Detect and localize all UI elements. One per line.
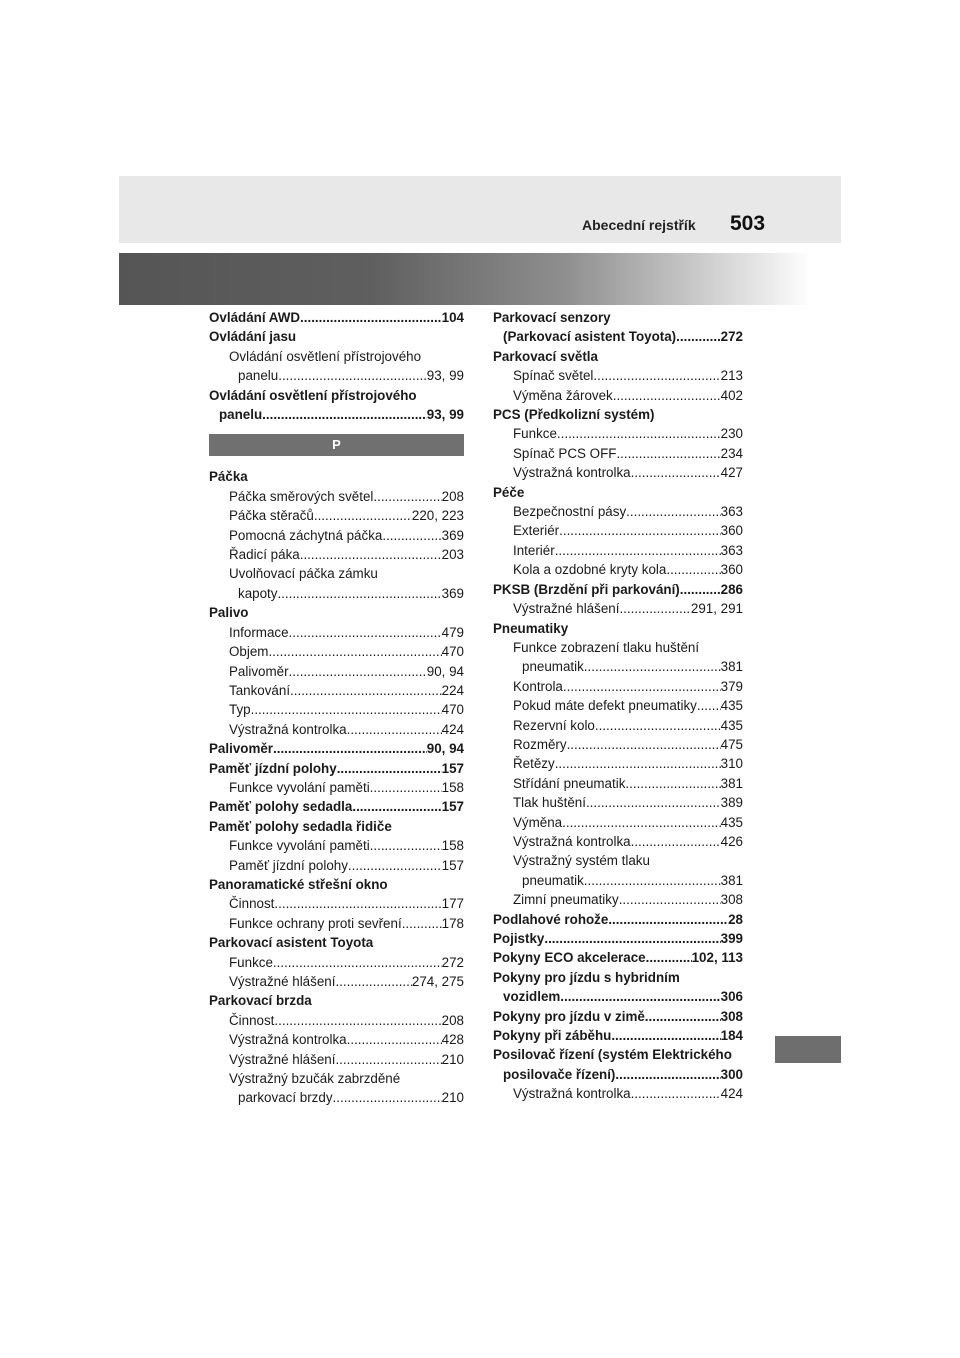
index-entry — [493, 968, 743, 987]
entry-term: Výměna žárovek — [513, 387, 613, 403]
dot-leader — [555, 754, 721, 773]
entry-term: Parkovací senzory — [493, 310, 611, 325]
entry-term: Palivoměr — [209, 741, 274, 757]
dot-leader — [352, 797, 441, 816]
dot-leader — [402, 914, 442, 933]
entry-term: Tlak huštění — [513, 795, 586, 811]
page-reference: 210 — [441, 1051, 464, 1067]
entry-term: Pojistky — [493, 931, 545, 946]
entry-term: kapoty — [238, 585, 278, 601]
index-entry — [493, 308, 743, 327]
index-entry — [209, 991, 464, 1010]
entry-term: Funkce ochrany proti sevření — [229, 915, 402, 931]
entry-term: Páčka stěračů — [229, 508, 314, 524]
index-entry — [209, 778, 464, 797]
entry-term: Informace — [229, 624, 289, 640]
dot-leader — [300, 545, 442, 564]
dot-leader — [631, 832, 721, 851]
index-entry — [209, 327, 464, 346]
page-reference: 435 — [720, 717, 743, 733]
dot-leader — [563, 677, 721, 696]
page-reference: 234 — [720, 445, 743, 461]
entry-term: Pokyny ECO akcelerace — [493, 950, 646, 966]
dot-leader — [274, 894, 441, 913]
dot-leader — [631, 463, 721, 482]
page-reference: 427 — [720, 465, 743, 481]
entry-term: Pomocná záchytná páčka — [229, 527, 383, 543]
page-reference: 177 — [441, 896, 464, 912]
page-reference: 210 — [441, 1090, 464, 1106]
index-entry — [493, 813, 743, 832]
decorative-gradient-band — [119, 253, 841, 305]
index-entry — [209, 875, 464, 894]
entry-term: Výstražné hlášení — [229, 1051, 336, 1067]
dot-leader — [277, 584, 441, 603]
entry-term: Funkce vyvolání paměti — [229, 779, 370, 795]
entry-term: Ovládání osvětlení přístrojového — [209, 387, 417, 403]
index-entry — [493, 521, 743, 540]
entry-term: Výstražná kontrolka — [513, 833, 631, 849]
dot-leader — [584, 871, 721, 890]
page-reference: 158 — [441, 838, 464, 854]
index-entry — [493, 1026, 743, 1045]
index-entry — [493, 910, 743, 929]
entry-term: Funkce — [229, 954, 273, 970]
page-reference: 479 — [441, 624, 464, 640]
dot-leader — [666, 560, 720, 579]
page-reference: 306 — [720, 989, 743, 1005]
page-reference: 399 — [720, 931, 743, 946]
entry-term: Rezervní kolo — [513, 717, 595, 733]
index-entry — [209, 662, 464, 681]
dot-leader — [631, 1084, 721, 1103]
dot-leader — [370, 836, 442, 855]
index-entry — [493, 716, 743, 735]
dot-leader — [278, 366, 427, 385]
dot-leader — [314, 506, 412, 525]
dot-leader — [544, 929, 720, 948]
page-reference: 157 — [441, 799, 464, 815]
entry-term: Podlahové rohože — [493, 911, 609, 927]
dot-leader — [593, 366, 720, 385]
page-reference: 224 — [441, 682, 464, 698]
dot-leader — [680, 580, 721, 599]
index-entry — [209, 817, 464, 836]
dot-leader — [595, 716, 721, 735]
entry-term: Interiér — [513, 542, 555, 558]
index-entry — [209, 797, 464, 816]
index-entry — [493, 463, 743, 482]
page-reference: 379 — [720, 678, 743, 694]
entry-term: pneumatik — [522, 659, 584, 675]
entry-term: Paměť jízdní polohy — [209, 760, 337, 776]
index-entry — [493, 541, 743, 560]
dot-leader — [619, 599, 690, 618]
index-entry — [493, 929, 743, 948]
index-entry — [209, 386, 464, 405]
entry-term: Ovládání AWD — [209, 310, 301, 325]
entry-term: (Parkovací asistent Toyota) — [503, 329, 677, 345]
index-entry — [493, 502, 743, 521]
index-entry — [209, 1050, 464, 1069]
page-reference: 272 — [720, 329, 743, 345]
dot-leader — [559, 521, 721, 540]
dot-leader — [335, 972, 411, 991]
entry-term: Páčka směrových světel — [229, 488, 374, 504]
dot-leader — [626, 502, 721, 521]
entry-term: Bezpečnostní pásy — [513, 504, 627, 520]
index-entry — [209, 894, 464, 913]
index-entry — [209, 506, 464, 525]
dot-leader — [697, 696, 721, 715]
entry-term: Střídání pneumatik — [513, 775, 626, 791]
entry-term: Funkce zobrazení tlaku huštění — [513, 639, 700, 655]
entry-term: Typ — [229, 702, 251, 718]
page-reference: 310 — [720, 756, 743, 772]
entry-term: Výstražné hlášení — [513, 601, 620, 617]
entry-term: Paměť polohy sedadla — [209, 799, 353, 815]
page-reference: 381 — [720, 872, 743, 888]
section-side-tab — [775, 1036, 841, 1063]
entry-term: Péče — [493, 484, 525, 500]
dot-leader — [382, 526, 441, 545]
entry-term: Řadicí páka — [229, 547, 300, 563]
dot-leader — [333, 1088, 442, 1107]
entry-term: Palivo — [209, 605, 249, 621]
page-reference: 428 — [441, 1032, 464, 1048]
entry-term: Výstražné hlášení — [229, 974, 336, 989]
page-reference: 272 — [441, 954, 464, 970]
index-entry — [209, 467, 464, 486]
page-reference: 286 — [720, 581, 743, 597]
entry-term: Zimní pneumatiky — [513, 892, 619, 908]
dot-leader — [289, 623, 442, 642]
index-entry — [209, 1011, 464, 1030]
entry-term: Pokyny pro jízdu s hybridním — [493, 969, 680, 985]
dot-leader — [268, 642, 441, 661]
index-entry — [209, 953, 464, 972]
entry-term: panelu — [219, 407, 263, 423]
entry-term: Panoramatické střešní okno — [209, 876, 388, 892]
entry-term: PCS (Předkolizní systém) — [493, 407, 655, 423]
dot-leader — [290, 681, 442, 700]
dot-leader — [608, 910, 728, 929]
entry-term: posilovače řízení) — [503, 1066, 616, 1082]
page-reference: 435 — [720, 698, 743, 714]
page-reference: 389 — [720, 795, 743, 811]
dot-leader — [586, 793, 721, 812]
entry-term: Výstražná kontrolka — [513, 465, 631, 481]
dot-leader — [373, 487, 441, 506]
dot-leader — [613, 386, 721, 405]
entry-term: Parkovací světla — [493, 348, 598, 364]
dot-leader — [615, 1065, 720, 1084]
dot-leader — [625, 774, 720, 793]
dot-leader — [273, 739, 427, 758]
entry-term: Paměť jízdní polohy — [229, 857, 348, 873]
page-reference: 208 — [441, 1012, 464, 1028]
page-reference: 158 — [441, 779, 464, 795]
index-entry — [209, 1069, 464, 1088]
index-entry — [209, 487, 464, 506]
index-entry — [493, 657, 743, 676]
dot-leader — [335, 1050, 441, 1069]
index-entry — [493, 619, 743, 638]
entry-term: Výstražná kontrolka — [229, 721, 347, 737]
index-entry — [493, 560, 743, 579]
index-column-left — [209, 308, 464, 1108]
page-reference: 28 — [728, 911, 743, 927]
entry-term: Objem — [229, 644, 269, 660]
page-reference: 90, 94 — [426, 741, 464, 757]
entry-term: Výstražný bzučák zabrzděné — [229, 1071, 401, 1087]
entry-term: Palivoměr — [229, 663, 289, 679]
dot-leader — [555, 541, 721, 560]
page-reference: 426 — [720, 833, 743, 849]
entry-term: Spínač světel — [513, 368, 594, 384]
dot-leader — [645, 1007, 721, 1026]
entry-term: Spínač PCS OFF — [513, 445, 617, 461]
index-entry — [209, 603, 464, 622]
index-entry — [493, 327, 743, 346]
page-reference: 363 — [720, 542, 743, 558]
entry-term: Ovládání osvětlení přístrojového — [229, 348, 422, 364]
dot-leader — [567, 735, 721, 754]
index-entry — [493, 1007, 743, 1026]
index-entry — [493, 987, 743, 1006]
dot-leader — [274, 1011, 441, 1030]
page-reference: 104 — [441, 310, 464, 325]
index-entry — [209, 972, 464, 991]
entry-term: Páčka — [209, 469, 248, 485]
dot-leader — [347, 1030, 442, 1049]
index-entry — [209, 308, 464, 327]
entry-term: Pokud máte defekt pneumatiky — [513, 698, 697, 714]
page-reference: 363 — [720, 504, 743, 520]
entry-term: vozidlem — [503, 989, 561, 1005]
index-entry — [209, 856, 464, 875]
entry-term: Činnost — [229, 896, 275, 912]
page-reference: 470 — [441, 644, 464, 660]
page-reference: 435 — [720, 814, 743, 830]
page-reference: 203 — [441, 547, 464, 563]
dot-leader — [619, 890, 721, 909]
index-column-right — [493, 308, 743, 1104]
page-reference: 208 — [441, 488, 464, 504]
dot-leader — [370, 778, 442, 797]
entry-term: Posilovač řízení (systém Elektrického — [493, 1047, 732, 1063]
dot-leader — [251, 700, 442, 719]
page-reference: 230 — [720, 426, 743, 442]
index-entry — [209, 642, 464, 661]
entry-term: Řetězy — [513, 756, 555, 772]
index-entry — [493, 386, 743, 405]
index-entry — [493, 871, 743, 890]
index-entry — [209, 405, 464, 424]
entry-term: Pneumatiky — [493, 620, 569, 636]
index-entry — [493, 1084, 743, 1103]
entry-term: Kontrola — [513, 678, 563, 694]
index-entry — [493, 1045, 743, 1064]
dot-leader — [300, 308, 442, 327]
index-entry — [493, 696, 743, 715]
page-reference: 102, 113 — [691, 950, 743, 966]
index-entry — [209, 933, 464, 952]
entry-term: panelu — [238, 368, 279, 384]
page-reference: 369 — [441, 527, 464, 543]
dot-leader — [646, 948, 692, 967]
entry-term: parkovací brzdy — [238, 1090, 333, 1106]
page-reference: 300 — [720, 1066, 743, 1082]
page-reference: 291, 291 — [690, 601, 743, 617]
index-entry — [493, 347, 743, 366]
index-entry — [209, 584, 464, 603]
index-entry — [493, 677, 743, 696]
index-entry — [493, 483, 743, 502]
index-entry — [493, 774, 743, 793]
index-entry — [209, 526, 464, 545]
index-entry — [493, 890, 743, 909]
page-reference: 93, 99 — [426, 407, 464, 423]
index-entry — [209, 623, 464, 642]
dot-leader — [289, 662, 427, 681]
page-reference: 369 — [441, 585, 464, 601]
entry-term: pneumatik — [522, 872, 584, 888]
section-letter-header: P — [209, 434, 464, 456]
entry-term: Funkce — [513, 426, 557, 442]
page-reference: 381 — [720, 775, 743, 791]
index-entry — [493, 851, 743, 870]
entry-term: Funkce vyvolání paměti — [229, 838, 370, 854]
index-entry — [493, 599, 743, 618]
page-reference: 274, 275 — [411, 974, 464, 989]
index-entry — [493, 444, 743, 463]
index-entry — [493, 754, 743, 773]
index-entry — [209, 700, 464, 719]
dot-leader — [347, 720, 442, 739]
index-entry — [209, 739, 464, 758]
index-entry — [493, 638, 743, 657]
index-entry — [493, 366, 743, 385]
page-title: Abecední rejstřík — [582, 217, 696, 233]
entry-term: Pokyny při záběhu — [493, 1028, 612, 1044]
dot-leader — [584, 657, 721, 676]
entry-term: Výstražná kontrolka — [513, 1086, 631, 1102]
page-number: 503 — [730, 212, 766, 235]
index-entry — [493, 793, 743, 812]
page-reference: 360 — [720, 562, 743, 578]
dot-leader — [337, 759, 442, 778]
entry-term: Parkovací brzda — [209, 993, 312, 1009]
entry-term: Ovládání jasu — [209, 329, 297, 345]
page-reference: 424 — [441, 721, 464, 737]
page-reference: 157 — [441, 760, 464, 776]
entry-term: Kola a ozdobné kryty kola — [513, 562, 667, 578]
dot-leader — [611, 1026, 720, 1045]
page-reference: 213 — [720, 368, 743, 384]
page-reference: 308 — [720, 892, 743, 908]
page-reference: 178 — [441, 915, 464, 931]
dot-leader — [560, 987, 720, 1006]
dot-leader — [262, 405, 427, 424]
index-entry — [209, 836, 464, 855]
entry-term: Paměť polohy sedadla řidiče — [209, 818, 392, 834]
entry-term: Pokyny pro jízdu v zimě — [493, 1008, 645, 1024]
page-reference: 381 — [720, 659, 743, 675]
entry-term: Výstražná kontrolka — [229, 1032, 347, 1048]
page-reference: 475 — [720, 736, 743, 752]
index-entry — [209, 720, 464, 739]
index-entry — [493, 735, 743, 754]
index-entry — [209, 681, 464, 700]
index-entry — [493, 948, 743, 967]
index-entry — [493, 832, 743, 851]
index-entry — [209, 1088, 464, 1107]
dot-leader — [273, 953, 442, 972]
index-entry — [493, 424, 743, 443]
index-entry — [209, 347, 464, 366]
page-reference: 90, 94 — [426, 663, 464, 679]
index-entry — [493, 1065, 743, 1084]
index-entry — [209, 545, 464, 564]
page-reference: 93, 99 — [426, 368, 464, 384]
entry-term: Uvolňovací páčka zámku — [229, 566, 378, 582]
page-reference: 157 — [441, 857, 464, 873]
entry-term: Výstražný systém tlaku — [513, 853, 650, 869]
index-entry — [209, 1030, 464, 1049]
page-reference: 402 — [720, 387, 743, 403]
index-entry — [493, 405, 743, 424]
entry-term: PKSB (Brzdění při parkování) — [493, 581, 680, 597]
index-entry — [209, 564, 464, 583]
page-reference: 470 — [441, 702, 464, 718]
index-entry — [209, 759, 464, 778]
dot-leader — [616, 444, 720, 463]
page-reference: 424 — [720, 1086, 743, 1102]
index-entry — [209, 914, 464, 933]
entry-term: Výměna — [513, 814, 563, 830]
page-reference: 308 — [720, 1008, 743, 1024]
page-reference: 184 — [720, 1028, 743, 1044]
dot-leader — [348, 856, 442, 875]
entry-term: Činnost — [229, 1012, 275, 1028]
dot-leader — [557, 424, 721, 443]
entry-term: Parkovací asistent Toyota — [209, 935, 374, 951]
entry-term: Exteriér — [513, 523, 560, 539]
entry-term: Tankování — [229, 682, 291, 698]
dot-leader — [562, 813, 721, 832]
index-entry — [493, 580, 743, 599]
index-entry — [209, 366, 464, 385]
entry-term: Rozměry — [513, 736, 567, 752]
dot-leader — [676, 327, 721, 346]
page-reference: 220, 223 — [411, 508, 464, 524]
page-reference: 360 — [720, 523, 743, 539]
